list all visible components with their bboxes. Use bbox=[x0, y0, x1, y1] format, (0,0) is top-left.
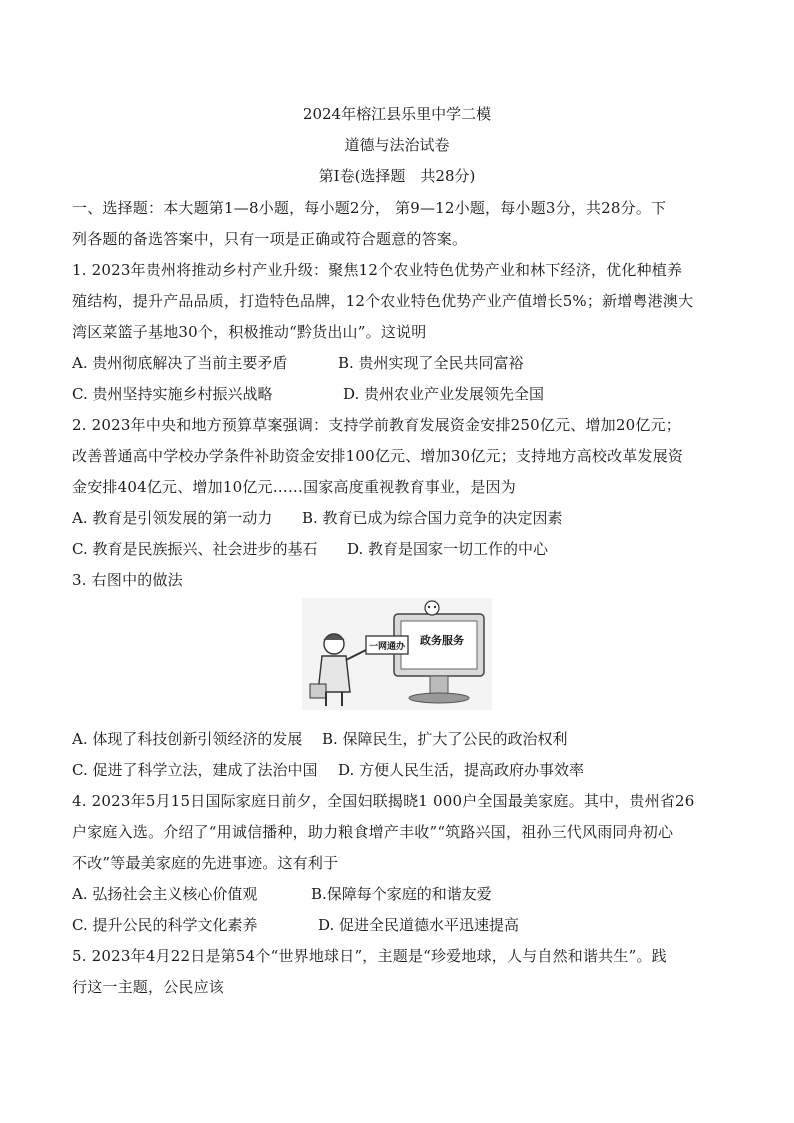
exam-title: 2024年榕江县乐里中学二模 bbox=[302, 105, 492, 123]
question-1-stem: 1. 2023年贵州将推动乡村产业升级：聚焦12个农业特色优势产业和林下经济，优化种植养 bbox=[72, 261, 683, 279]
exam-subject: 道德与法治试卷 bbox=[344, 136, 450, 154]
question-1-option-b: B. 贵州实现了全民共同富裕 bbox=[338, 354, 524, 372]
question-3-option-d: D. 方便人民生活，提高政府办事效率 bbox=[338, 761, 585, 779]
instruction-line: 列各题的备选答案中，只有一项是正确或符合题意的答案。 bbox=[72, 230, 468, 248]
question-2-option-c: C. 教育是民族振兴、社会进步的基石 bbox=[72, 540, 318, 558]
question-2-stem: 2. 2023年中央和地方预算草案强调：支持学前教育发展资金安排250亿元、增加20亿元； bbox=[72, 416, 681, 434]
question-2-option-b: B. 教育已成为综合国力竞争的决定因素 bbox=[302, 509, 563, 527]
illustration-svg bbox=[302, 598, 492, 710]
question-3-option-c: C. 促进了科学立法，建成了法治中国 bbox=[72, 761, 318, 779]
instruction-line: 一、选择题：本大题第1—8小题，每小题2分， 第9—12小题，每小题3分，共28分。下 bbox=[72, 199, 667, 217]
question-4-option-d: D. 促进全民道德水平迅速提高 bbox=[318, 916, 520, 934]
question-1-stem: 殖结构，提升产品品质，打造特色品牌，12个农业特色优势产业产值增长5%；新增粤港澳大 bbox=[72, 292, 694, 310]
question-4-stem: 户家庭入选。介绍了“用诚信播种，助力粮食增产丰收”“筑路兴国，祖孙三代风雨同舟初心 bbox=[72, 823, 674, 841]
sign-text: 一网通办 bbox=[368, 642, 406, 652]
question-3-option-a: A. 体现了科技创新引领经济的发展 bbox=[72, 730, 303, 748]
exam-section: 第Ⅰ卷(选择题 共28分) bbox=[318, 167, 476, 185]
question-1-option-c: C. 贵州坚持实施乡村振兴战略 bbox=[72, 385, 273, 403]
question-1-option-a: A. 贵州彻底解决了当前主要矛盾 bbox=[72, 354, 288, 372]
question-3-option-b: B. 保障民生，扩大了公民的政治权利 bbox=[322, 730, 568, 748]
question-4-option-c: C. 提升公民的科学文化素养 bbox=[72, 916, 258, 934]
question-2-stem: 改善普通高中学校办学条件补助资金安排100亿元、增加30亿元；支持地方高校改革发展资 bbox=[72, 447, 684, 465]
question-2-option-a: A. 教育是引领发展的第一动力 bbox=[72, 509, 273, 527]
question-1-option-d: D. 贵州农业产业发展领先全国 bbox=[343, 385, 545, 403]
government-service-illustration bbox=[302, 598, 492, 710]
question-4-option-b: B.保障每个家庭的和谐友爱 bbox=[311, 885, 492, 903]
question-2-stem: 金安排404亿元、增加10亿元……国家高度重视教育事业，是因为 bbox=[72, 478, 516, 496]
question-2-option-d: D. 教育是国家一切工作的中心 bbox=[347, 540, 549, 558]
question-5-stem: 行这一主题，公民应该 bbox=[72, 978, 225, 996]
question-1-stem: 湾区菜篮子基地30个，积极推动“黔货出山”。这说明 bbox=[72, 323, 427, 341]
question-3-stem: 3. 右图中的做法 bbox=[72, 571, 183, 589]
question-5-stem: 5. 2023年4月22日是第54个“世界地球日”，主题是“珍爱地球，人与自然和谐共生”。践 bbox=[72, 947, 667, 965]
question-4-option-a: A. 弘扬社会主义核心价值观 bbox=[72, 885, 258, 903]
screen-text: 政务服务 bbox=[420, 634, 464, 647]
question-4-stem: 不改”等最美家庭的先进事迹。这有利于 bbox=[72, 854, 339, 872]
question-4-stem: 4. 2023年5月15日国际家庭日前夕，全国妇联揭晓1 000户全国最美家庭。其中，贵州省26 bbox=[72, 792, 695, 810]
